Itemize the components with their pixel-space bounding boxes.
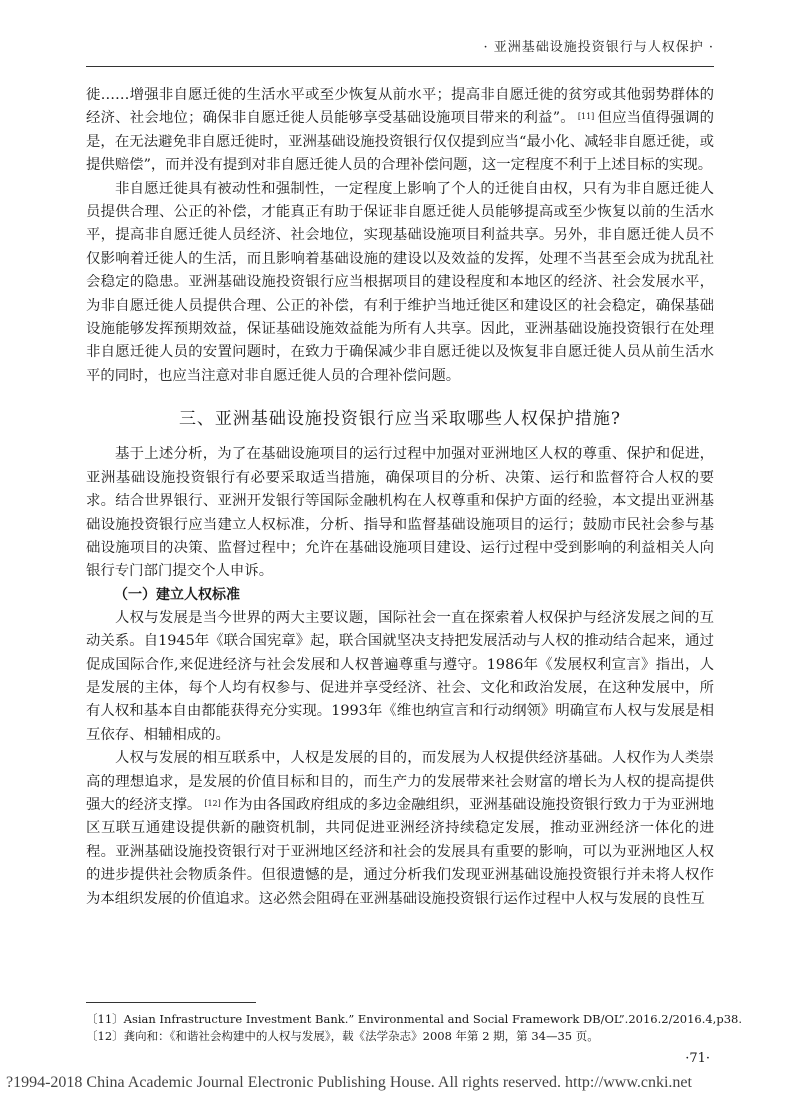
paragraph-1 xyxy=(86,84,714,178)
subsection-title: （一）建立人权标准 xyxy=(114,586,240,603)
footnote-rule xyxy=(86,1002,256,1003)
paragraph-2: 非自愿迁徙具有被动性和强制性，一定程度上影响了个人的迁徙自由权，只有为非自愿迁徙人员提供合理、公正的补偿，才能真正有助于保证非自愿迁徙人员能够提高或至少恢复以前的生活水平，提高非自愿迁徙人员经济、社会地位，实现基础设施项目利益共享。另外，非自愿迁徙人员不仅影响着迁徙人的生活，而且影响着基础设施的建设以及效益的发挥，处理不当甚至会成为扰乱社会稳定的隐患。亚洲基础设施投资银行应当根据项目的建设程度和本地区的经济、社会发展水平，为非自愿迁徙人员提供合理、公正的补偿，有利于维护当地迁徙区和建设区的社会稳定，确保基础设施能够发挥预期效益，保证基础设施效益能为所有人共享。因此，亚洲基础设施投资银行在处理非自愿迁徙人员的安置问题时，在致力于确保减少非自愿迁徙以及恢复非自愿迁徙人员从前生活水平的同时，也应当注意对非自愿迁徙人员的合理补偿问题。 xyxy=(86,180,714,384)
footnotes xyxy=(86,1011,742,1045)
copyright-line: ?1994-2018 China Academic Journal Electronic Publishing House. All rights reserved. http://www.cnki.net xyxy=(6,1074,692,1091)
running-header: · 亚洲基础设施投资银行与人权保护 · xyxy=(483,40,714,55)
paragraph-3: 基于上述分析，为了在基础设施项目的运行过程中加强对亚洲地区人权的尊重、保护和促进，亚洲基础设施投资银行有必要采取适当措施，确保项目的分析、决策、运行和监督符合人权的要求。结合世界银行、亚洲开发银行等国际金融机构在人权尊重和保护方面的经验，本文提出亚洲基础设施投资银行应当建立人权标准，分析、指导和监督基础设施项目的运行；鼓励市民社会参与基础设施项目的决策、监督过程中；允许在基础设施项目建设、运行过程中受到影响的利益相关人向银行专门部门提交个人申诉。 xyxy=(86,446,714,580)
paragraph-4: 人权与发展是当今世界的两大主要议题，国际社会一直在探索着人权保护与经济发展之间的互动关系。自1945年《联合国宪章》起，联合国就坚决支持把发展活动与人权的推动结合起来，通过促成国际合作,来促进经济与社会发展和人权普遍尊重与遵守。1986年《发展权利宣言》指出，人是发展的主体，每个人均有权参与、促进并享受经济、社会、文化和政治发展，在这种发展中，所有人权和基本自由都能获得充分实现。1993年《维也纳宣言和行动纲领》明确宣布人权与发展是相互依存、相辅相成的。 xyxy=(86,609,714,743)
header-rule xyxy=(86,66,714,67)
page-number: ·71· xyxy=(685,1051,710,1066)
footnote-ref-12[interactable]: [12] xyxy=(204,798,221,808)
section-title: 三、亚洲基础设施投资银行应当采取哪些人权保护措施? xyxy=(178,409,622,430)
footnote-ref-11[interactable]: [11] xyxy=(577,112,595,122)
paragraph-5-text-b: 作为由各国政府组成的多边金融组织，亚洲基础设施投资银行致力于为亚洲地区互联互通建设提供新的融资机制，共同促进亚洲经济持续稳定发展，推动亚洲经济一体化的进程。亚洲基础设施投资银行对于亚洲地区经济和社会的发展具有重要的影响，可以为亚洲地区人权的进步提供社会物质条件。但很遗憾的是，通过分析我们发现亚洲基础设施投资银行并未将人权作为本组织发展的价值追求。这必然会阻碍在亚洲基础设施投资银行运作过程中人权与发展的良性互 xyxy=(86,796,714,907)
article-body xyxy=(86,84,714,911)
paragraph-1-text-b: 但应当值得强调的是，在无法避免非自愿迁徙时，亚洲基础设施投资银行仅仅提到应当“最小化、减轻非自愿迁徙，或提供赔偿”，而并没有提到对非自愿迁徙人员的合理补偿问题，这一定程度不利于上述目标的实现。 xyxy=(86,110,714,174)
paragraph-5-text-a: 人权与发展的相互联系中，人权是发展的目的，而发展为人权提供经济基础。人权作为人类崇高的理想追求，是发展的价值目标和目的，而生产力的发展带来社会财富的增长为人权的提高提供强大的经济支撑。 xyxy=(86,750,714,813)
paragraph-5 xyxy=(86,747,714,911)
footnote-12: 〔12〕龚向和：《和谐社会构建中的人权与发展》，载《法学杂志》2008 年第 2 期，第 34—35 页。 xyxy=(86,1029,599,1043)
paragraph-1-text-a: 徙……增强非自愿迁徙的生活水平或至少恢复从前水平；提高非自愿迁徙的贫穷或其他弱势群体的经济、社会地位；确保非自愿迁徙人员能够享受基础设施项目带来的利益”。 xyxy=(86,87,714,127)
footnote-11: 〔11〕Asian Infrastructure Investment Bank.” Environmental and Social Framework DB/OL”.2016.2/2016.4,p38. xyxy=(86,1012,742,1026)
